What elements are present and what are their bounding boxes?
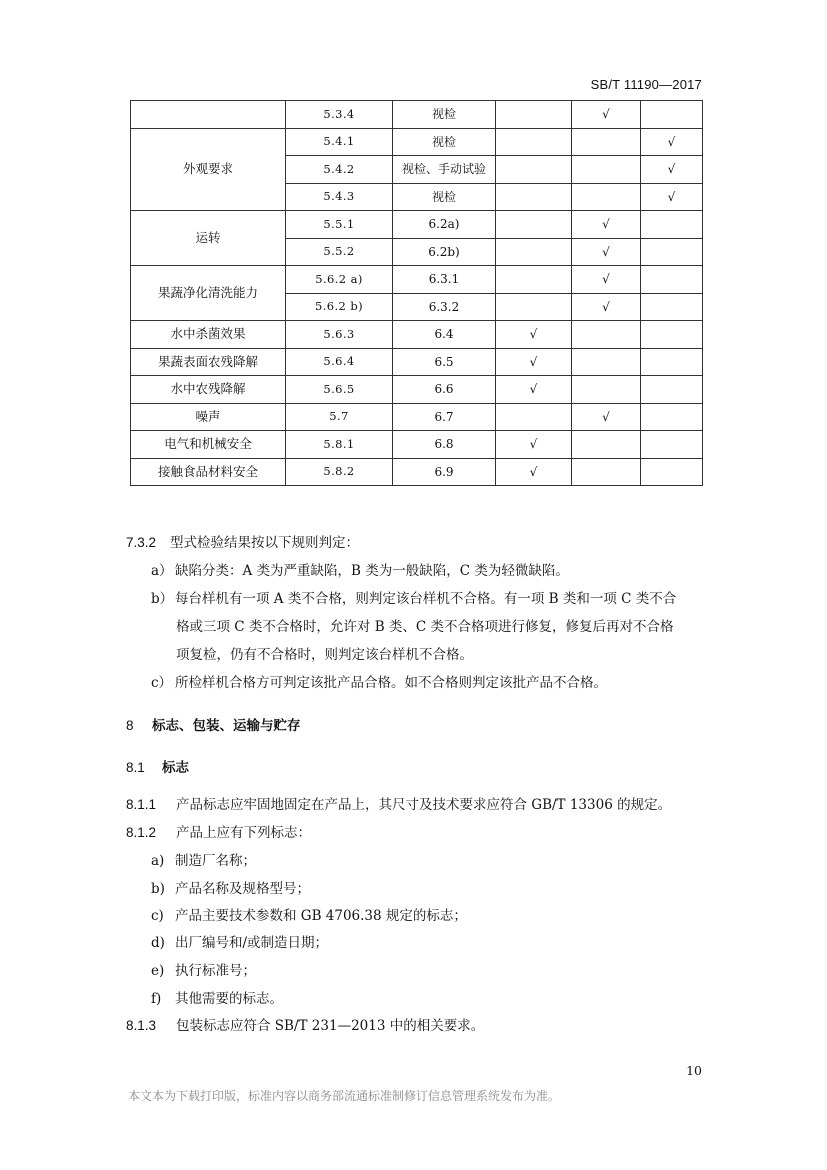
clause-8-1-1 (126, 797, 703, 813)
table-row (131, 431, 703, 459)
method-cell: 6.2b) (393, 238, 496, 266)
check-b-cell: √ (572, 293, 641, 321)
item-cell: 电气和机械安全 (131, 431, 286, 459)
method-cell: 视检 (393, 128, 496, 156)
clause-text: 产品上应有下列标志： (176, 825, 311, 841)
list-item (151, 675, 703, 691)
check-b-cell (572, 376, 641, 404)
list-item (151, 881, 703, 897)
section-8-1-heading (126, 760, 703, 776)
list-item (151, 991, 703, 1007)
item-label: c） (151, 675, 173, 691)
check-a-cell (496, 101, 572, 129)
check-c-cell (641, 238, 703, 266)
method-cell: 6.9 (393, 458, 496, 486)
table-row (131, 266, 703, 294)
check-b-cell: √ (572, 101, 641, 129)
page-number: 10 (686, 1063, 702, 1078)
clause-cell: 5.7 (286, 403, 393, 431)
list-item (151, 853, 703, 869)
table-row (131, 376, 703, 404)
method-cell: 6.7 (393, 403, 496, 431)
item-text-continued: 格或三项 C 类不合格时，允许对 B 类、C 类不合格项进行修复，修复后再对不合格 (176, 619, 674, 635)
clause-cell: 5.5.1 (286, 211, 393, 239)
item-cell: 运转 (131, 211, 286, 266)
table-row (131, 348, 703, 376)
method-cell: 视检 (393, 183, 496, 211)
clause-text: 产品标志应牢固地固定在产品上，其尺寸及技术要求应符合 GB/T 13306 的规定。 (176, 797, 672, 813)
method-cell: 6.4 (393, 321, 496, 349)
table-row (131, 403, 703, 431)
method-cell: 6.3.2 (393, 293, 496, 321)
check-b-cell (572, 128, 641, 156)
item-text: 出厂编号和/或制造日期； (175, 935, 329, 951)
check-b-cell: √ (572, 211, 641, 239)
inspection-table (130, 100, 703, 486)
item-cell: 外观要求 (131, 128, 286, 211)
item-label: a) (151, 853, 165, 869)
check-c-cell (641, 321, 703, 349)
list-item (151, 908, 703, 924)
check-c-cell (641, 403, 703, 431)
check-a-cell: √ (496, 348, 572, 376)
check-b-cell (572, 431, 641, 459)
item-text: 每台样机有一项 A 类不合格，则判定该台样机不合格。有一项 B 类和一项 C 类不合 (175, 591, 677, 607)
list-item (151, 563, 703, 579)
check-a-cell (496, 183, 572, 211)
check-c-cell (641, 211, 703, 239)
clause-8-1-3 (126, 1018, 703, 1034)
clause-cell: 5.4.3 (286, 183, 393, 211)
item-label: c) (151, 908, 164, 924)
clause-number: 7.3.2 (126, 535, 157, 550)
list-item (151, 591, 703, 607)
check-a-cell (496, 156, 572, 184)
item-cell: 接触食品材料安全 (131, 458, 286, 486)
check-b-cell: √ (572, 403, 641, 431)
method-cell: 6.5 (393, 348, 496, 376)
section-number: 8 (126, 718, 134, 733)
method-cell: 视检 (393, 101, 496, 129)
check-b-cell (572, 156, 641, 184)
item-text: 产品主要技术参数和 GB 4706.38 规定的标志； (175, 908, 467, 924)
list-item (151, 935, 703, 951)
item-text: 缺陷分类：A 类为严重缺陷，B 类为一般缺陷，C 类为轻微缺陷。 (175, 563, 569, 579)
check-a-cell: √ (496, 431, 572, 459)
item-cell: 噪声 (131, 403, 286, 431)
method-cell: 视检、手动试验 (393, 156, 496, 184)
item-text: 执行标准号； (175, 963, 256, 979)
table-row (131, 458, 703, 486)
check-c-cell (641, 266, 703, 294)
check-a-cell (496, 238, 572, 266)
item-cell (131, 101, 286, 129)
section-number: 8.1 (126, 760, 145, 775)
check-c-cell (641, 293, 703, 321)
standard-number: SB/T 11190—2017 (590, 77, 702, 92)
check-a-cell: √ (496, 321, 572, 349)
item-text: 产品名称及规格型号； (175, 881, 310, 897)
item-label: b) (151, 881, 165, 897)
clause-cell: 5.4.2 (286, 156, 393, 184)
table-row (131, 211, 703, 239)
section-8-heading (126, 718, 703, 734)
check-b-cell: √ (572, 238, 641, 266)
check-a-cell: √ (496, 376, 572, 404)
check-c-cell (641, 431, 703, 459)
list-item (151, 963, 703, 979)
method-cell: 6.8 (393, 431, 496, 459)
item-text: 制造厂名称； (175, 853, 256, 869)
clause-8-1-2 (126, 825, 703, 841)
check-b-cell: √ (572, 266, 641, 294)
clause-number: 8.1.1 (126, 797, 157, 812)
check-c-cell: √ (641, 128, 703, 156)
clause-number: 8.1.2 (126, 825, 157, 840)
check-a-cell: √ (496, 458, 572, 486)
table-row (131, 321, 703, 349)
item-label: e) (151, 963, 165, 979)
clause-cell: 5.8.1 (286, 431, 393, 459)
check-a-cell (496, 266, 572, 294)
section-title: 标志、包装、运输与贮存 (152, 718, 301, 734)
method-cell: 6.6 (393, 376, 496, 404)
item-cell: 水中杀菌效果 (131, 321, 286, 349)
check-c-cell: √ (641, 156, 703, 184)
check-a-cell (496, 128, 572, 156)
check-b-cell (572, 183, 641, 211)
check-a-cell (496, 403, 572, 431)
check-c-cell (641, 458, 703, 486)
clause-cell: 5.6.4 (286, 348, 393, 376)
check-c-cell (641, 101, 703, 129)
item-cell: 果蔬表面农残降解 (131, 348, 286, 376)
table-row (131, 101, 703, 129)
item-text: 其他需要的标志。 (175, 991, 283, 1007)
item-cell: 果蔬净化清洗能力 (131, 266, 286, 321)
clause-cell: 5.4.1 (286, 128, 393, 156)
clause-cell: 5.3.4 (286, 101, 393, 129)
item-label: f) (151, 991, 162, 1007)
method-cell: 6.2a) (393, 211, 496, 239)
check-a-cell (496, 293, 572, 321)
clause-7-3-2 (126, 535, 703, 551)
check-a-cell (496, 211, 572, 239)
clause-cell: 5.6.5 (286, 376, 393, 404)
check-b-cell (572, 348, 641, 376)
check-c-cell (641, 348, 703, 376)
check-c-cell: √ (641, 183, 703, 211)
clause-cell: 5.6.3 (286, 321, 393, 349)
clause-text: 型式检验结果按以下规则判定： (170, 535, 359, 551)
footer-note: 本文本为下载打印版，标准内容以商务部流通标准制修订信息管理系统发布为准。 (128, 1089, 561, 1103)
clause-number: 8.1.3 (126, 1018, 157, 1033)
item-text-continued: 项复检，仍有不合格时，则判定该台样机不合格。 (176, 647, 473, 663)
item-label: b） (151, 591, 174, 607)
clause-text: 包装标志应符合 SB/T 231—2013 中的相关要求。 (176, 1018, 485, 1034)
clause-cell: 5.5.2 (286, 238, 393, 266)
check-c-cell (641, 376, 703, 404)
clause-cell: 5.6.2 a) (286, 266, 393, 294)
check-b-cell (572, 321, 641, 349)
method-cell: 6.3.1 (393, 266, 496, 294)
item-cell: 水中农残降解 (131, 376, 286, 404)
section-title: 标志 (162, 760, 189, 776)
item-label: a） (151, 563, 173, 579)
table-row (131, 128, 703, 156)
check-b-cell (572, 458, 641, 486)
item-text: 所检样机合格方可判定该批产品合格。如不合格则判定该批产品不合格。 (175, 675, 607, 691)
clause-cell: 5.8.2 (286, 458, 393, 486)
clause-cell: 5.6.2 b) (286, 293, 393, 321)
item-label: d) (151, 935, 165, 951)
